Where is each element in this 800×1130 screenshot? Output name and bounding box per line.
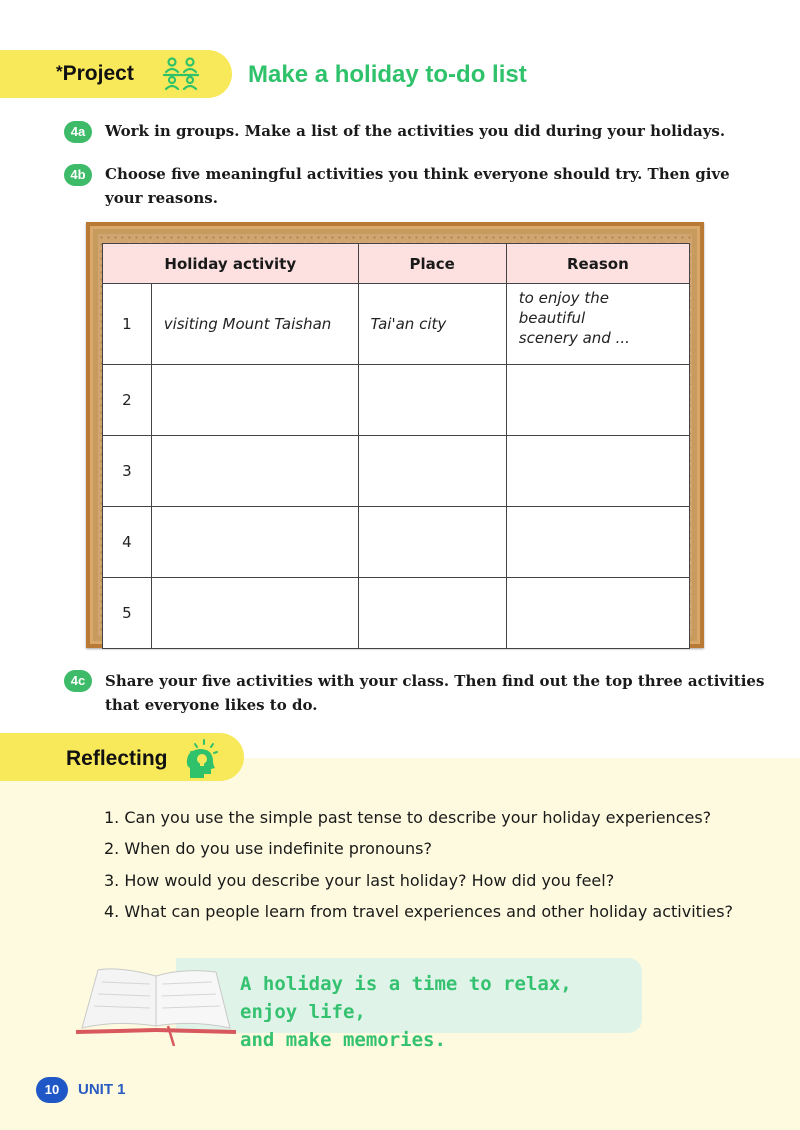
table-row <box>103 436 690 507</box>
quote-line-2: and make memories. <box>240 1029 446 1051</box>
place-cell[interactable] <box>358 365 506 436</box>
project-label <box>56 62 134 86</box>
reason-cell[interactable] <box>506 436 689 507</box>
reason-line-2: scenery and ... <box>518 329 630 347</box>
task-4b-line-2: your reasons. <box>105 189 218 207</box>
header-place: Place <box>358 244 506 284</box>
place-cell[interactable] <box>358 507 506 578</box>
activity-cell[interactable] <box>151 578 358 649</box>
table-row <box>103 507 690 578</box>
task-4b-line-1: Choose five meaningful activities you think everyone should try. Then give <box>105 165 730 183</box>
header-holiday-activity: Holiday activity <box>103 244 359 284</box>
task-4c-line-1: Share your five activities with your class. Then find out the top three activities <box>105 672 765 690</box>
header-reason: Reason <box>506 244 689 284</box>
thinking-head-icon <box>182 738 220 778</box>
reason-cell <box>506 284 689 365</box>
task-4a-text <box>105 119 725 143</box>
task-4c-line-2: that everyone likes to do. <box>105 696 318 714</box>
activity-cell[interactable] <box>151 507 358 578</box>
task-badge-4a: 4a <box>64 121 92 143</box>
task-4b-text <box>105 162 730 210</box>
page-number: 10 <box>36 1077 68 1103</box>
row-number: 4 <box>103 507 152 578</box>
reason-cell[interactable] <box>506 507 689 578</box>
row-number: 1 <box>103 284 152 365</box>
reason-line-1: to enjoy the beautiful <box>518 289 609 327</box>
task-4a-line-1: Work in groups. Make a list of the activities you did during your holidays. <box>105 122 726 140</box>
reflect-question-2: 2. When do you use indefinite pronouns? <box>104 839 432 858</box>
activity-cell: visiting Mount Taishan <box>151 284 358 365</box>
reflect-question-1: 1. Can you use the simple past tense to describe your holiday experiences? <box>104 808 712 827</box>
reason-cell[interactable] <box>506 365 689 436</box>
task-badge-4c: 4c <box>64 670 92 692</box>
task-4c-text <box>105 669 764 717</box>
reflect-question-4: 4. What can people learn from travel experiences and other holiday activities? <box>104 902 734 921</box>
reflect-question-3: 3. How would you describe your last holiday? How did you feel? <box>104 871 615 890</box>
project-star: * <box>56 62 63 81</box>
activity-cell[interactable] <box>151 436 358 507</box>
row-number: 3 <box>103 436 152 507</box>
table-row <box>103 365 690 436</box>
row-number: 5 <box>103 578 152 649</box>
task-badge-4b: 4b <box>64 164 92 186</box>
table-row <box>103 284 690 365</box>
place-cell: Tai'an city <box>358 284 506 365</box>
activity-cell[interactable] <box>151 365 358 436</box>
place-cell[interactable] <box>358 578 506 649</box>
quote-text <box>240 970 630 1054</box>
reflecting-title: Reflecting <box>66 747 168 770</box>
open-book-icon <box>72 962 240 1046</box>
holiday-activity-table <box>102 243 690 649</box>
table-row <box>103 578 690 649</box>
project-label-text: Project <box>62 62 134 85</box>
group-work-icon <box>160 56 202 90</box>
quote-line-1: A holiday is a time to relax, enjoy life, <box>240 973 572 1023</box>
project-title: Make a holiday to-do list <box>248 61 527 88</box>
place-cell[interactable] <box>358 436 506 507</box>
row-number: 2 <box>103 365 152 436</box>
unit-label: UNIT 1 <box>78 1081 126 1098</box>
table-header-row <box>103 244 690 284</box>
reason-cell[interactable] <box>506 578 689 649</box>
